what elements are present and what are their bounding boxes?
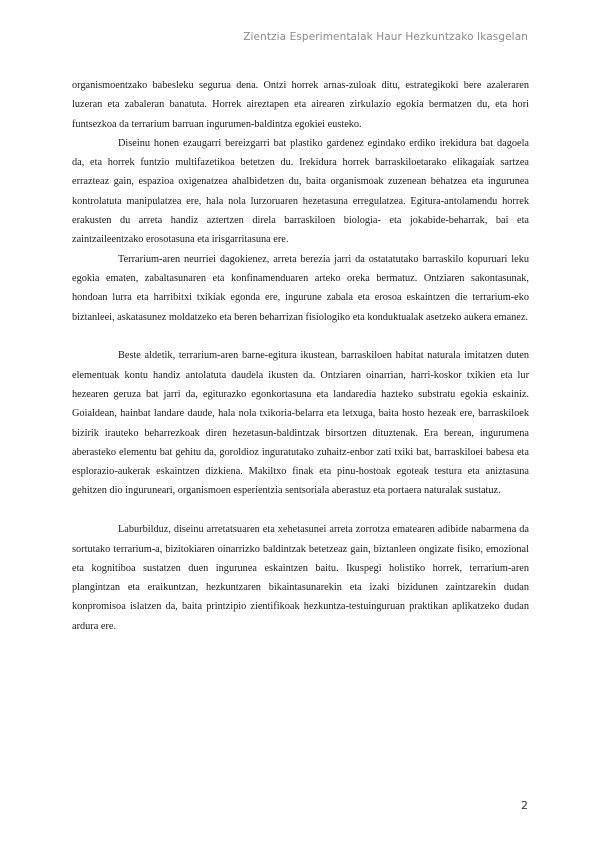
paragraph-dimensions: Terrarium-aren neurriei dagokienez, arreta berezia jarri da ostatatutako barraskilo kopuruari leku egokia ematen, zabaltasunaren eta konfinamenduaren arteko oreka bermatuz. Ontziaren sakontasunak, hondoan lurra eta harribitxi txikiak egonda ere, ingurune zabala eta erosoa eskaintzen die terrarium-eko biztanleei, askatasunez moldatzeko eta beren beharrizan fisiologiko eta konduktualak asetzeko aukera emanez. [72, 253, 529, 323]
paragraph-design-opening: Diseinu honen ezaugarri bereizgarri bat plastiko gardenez egindako erdiko irekidura bat dagoela da, eta horrek funtzio multifazetikoa betetzen du. Irekidura horrek barraskiloetarako elikagaiak sartzea errazteaz gain, espazioa oxigenatzea ahalbidetzen du, baita organismoak zuzenean behatzea eta ingurunea kontrolatuta manipulatzea ere, hala nola lurzoruaren hezetasuna erregulatzea. Egitura-antolamendu horrek erakusten du arreta handiz aztertzen direla barraskiloen biologia- eta jokabide-beharrak, bai eta zaintzaileentzako erosotasuna eta irisgarritasuna ere. [72, 137, 529, 246]
page-number: 2 [521, 799, 528, 812]
paragraph-summary: Laburbilduz, diseinu arretatsuaren eta xehetasunei arreta zorrotza ematearen adibide nabarmena da sortutako terrarium-a, bizitokiaren oinarrizko baldintzak betetzeaz gain, biztanleen ongizate fisiko, emozional eta kognitiboa sustatzen duen ingurunea eskaintzen baitu. Ikuspegi holistiko horrek, terrarium-aren plangintzan eta eraikuntzan, hezkuntzaren bikaintasunarekin eta izaki bizidunen zaintzarekin dudan konpromisoa islatzen da, baita printzipio zientifikoak hezkuntza-testuinguruan praktikan aplikatzeko dudan ardura ere. [72, 524, 529, 632]
body-text [72, 76, 529, 636]
paragraph-continuation: organismoentzako babesleku segurua dena. Ontzi horrek arnas-zuloak ditu, estrategikoki bere azaleraren luzeran eta zabaleran banatuta. Horrek aireztapen eta airearen zirkulazio egokia bermatzen du, eta hori funtsezkoa da terrarium barruan ingurumen-baldintza egokiei eusteko. [72, 80, 529, 130]
paragraph-internal-structure: Beste aldetik, terrarium-aren barne-egitura ikustean, barraskiloen habitat naturala imitatzen duten elementuak kontu handiz antolatuta daudela ikusten da. Ontziaren oinarrian, harri-koskor txikien eta lur hezearen geruza bat jarri da, egiturazko egonkortasuna eta landaredia hazteko substratu egokia eskainiz. Goialdean, hainbat landare daude, hala nola txikoria-belarra eta letxuga, baita hosto hezeak ere, barraskiloek bizirik irauteko beharrezkoak diren hezetasun-baldintzak birsortzen dituztenak. Era berean, ingurumena aberasteko elementu bat gehitu da, goroldioz inguratutako zuhaitz-enbor zati txiki bat, barraskiloei babesa eta esplorazio-aukerak eskaintzen dizkiena. Makiltxo finak eta pinu-hostoak egoteak testura eta aniztasuna gehitzen dio inguruneari, organismoen esperientzia sentsoriala aberastuz eta portaera naturalak sustatuz. [72, 350, 529, 497]
running-header: Zientzia Esperimentalak Haur Hezkuntzako Ikasgelan [243, 31, 528, 43]
